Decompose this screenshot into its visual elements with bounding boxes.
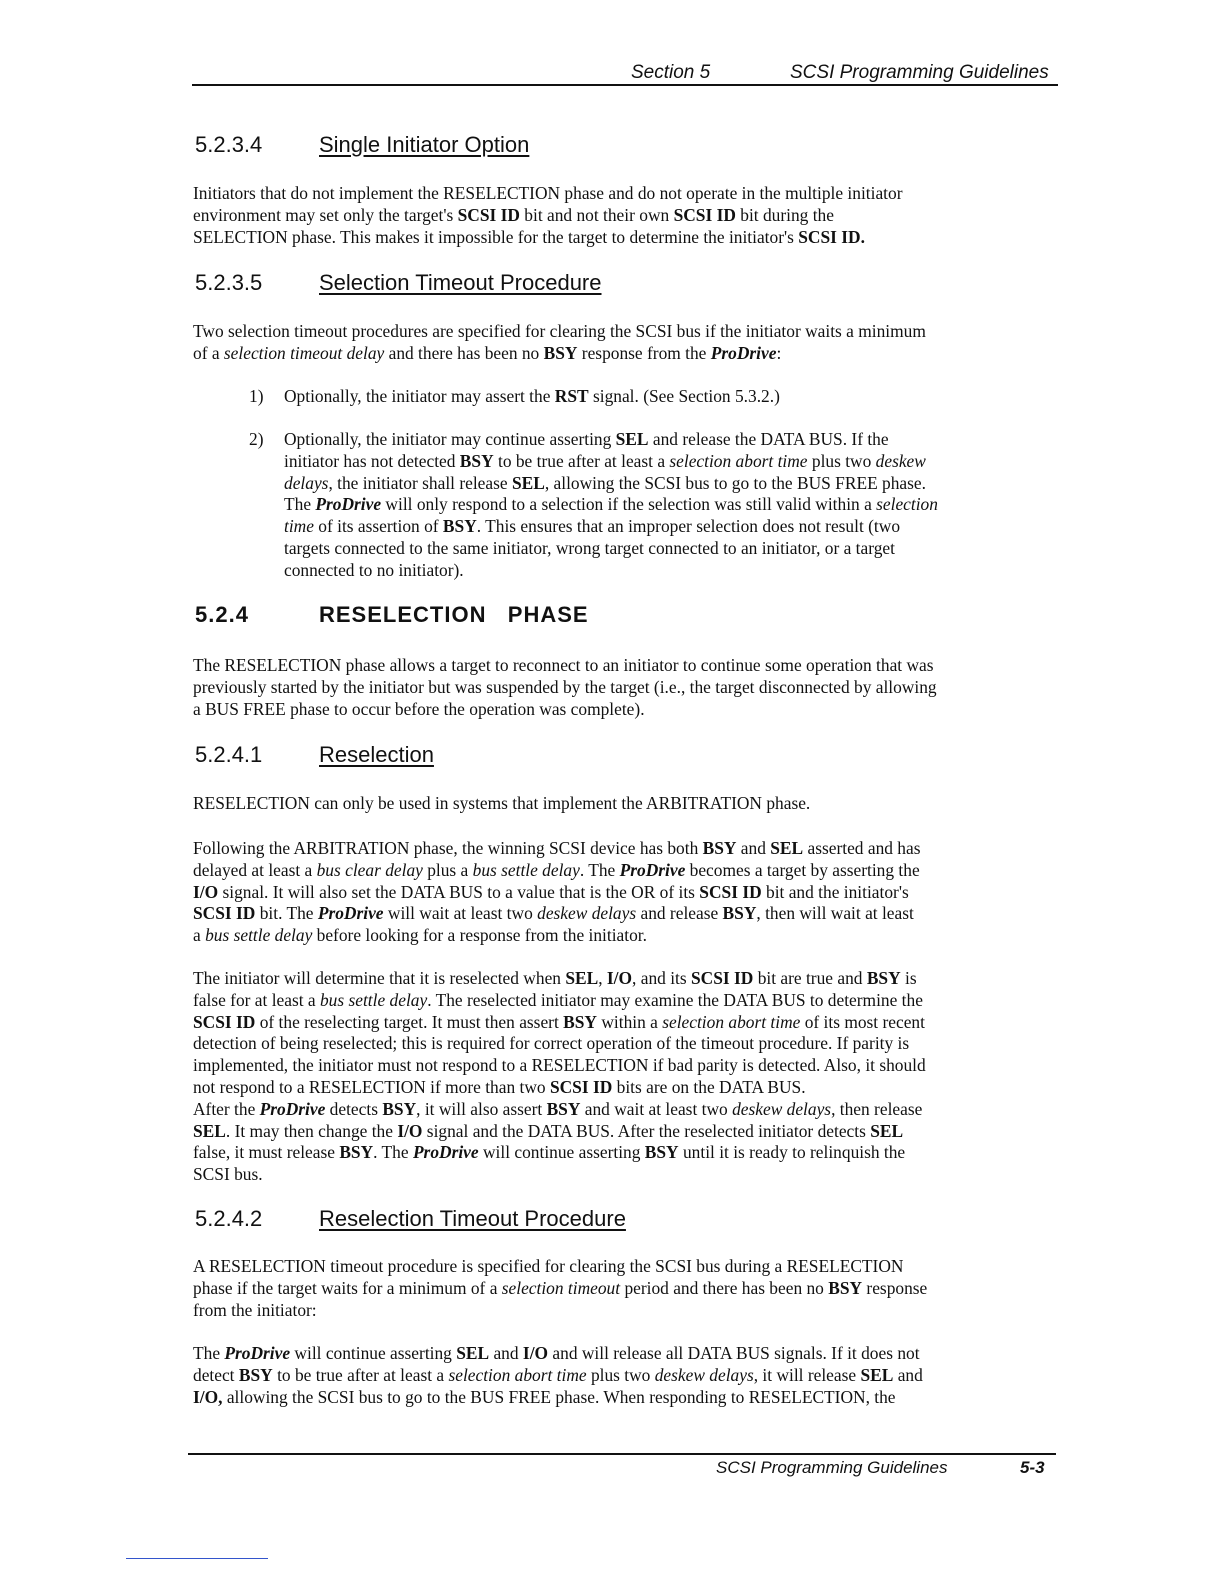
list-item-body: Optionally, the initiator may continue asserting SEL and release the DATA BUS. If the initiator has not detected BSY to be true after at least a selection abort time plus two deskew delays, the initiator shall release SEL, allowing the SCSI bus to go to the BUS FREE phase. The ProDrive will only respond to a selection if the selection was still valid within a selection time of its assertion of BSY. This ensures that an improper selection does not result (two targets connected to the same initiator, wrong target connected to an initiator, or a target connected to no initiator). (284, 429, 938, 580)
scan-edge-mark (126, 1558, 268, 1559)
paragraph-selection-timeout: Two selection timeout procedures are specified for clearing the SCSI bus if the initiator waits a minimum of a selection timeout delay and there has been no BSY response from the ProDrive: (193, 321, 926, 363)
paragraph-reselection-phase: The RESELECTION phase allows a target to reconnect to an initiator to continue some operation that was previously started by the initiator but was suspended by the target (i.e., the target disconnected by allowing a BUS FREE phase to occur before the operation was complete). (193, 655, 937, 719)
paragraph-single-initiator: Initiators that do not implement the RESELECTION phase and do not operate in the multiple initiator environment may set only the target's SCSI ID bit and not their own SCSI ID bit during the SELECTION phase. This makes it impossible for the target to determine the initiator's SCSI ID. (193, 183, 903, 247)
paragraph-prodrive-continue: The ProDrive will continue asserting SEL and I/O and will release all DATA BUS signals. If it does not detect BSY to be true after at least a selection abort time plus two deskew delays, it will release SEL and I/O, allowing the SCSI bus to go to the BUS FREE phase. When responding to RESELECTION, the (193, 1343, 923, 1407)
heading-title: Selection Timeout Procedure (319, 270, 602, 295)
footer-title: SCSI Programming Guidelines (716, 1458, 948, 1477)
paragraph-reselection-arbitration: RESELECTION can only be used in systems that implement the ARBITRATION phase. (193, 793, 811, 813)
heading-number: 5.2.4.2 (195, 1206, 263, 1231)
paragraph-reselection-timeout: A RESELECTION timeout procedure is specified for clearing the SCSI bus during a RESELECTION phase if the target waits for a minimum of a selection timeout period and there has been no BSY response from the initiator: (193, 1256, 928, 1320)
heading-number: 5.2.3.4 (195, 132, 263, 157)
heading-title: Single Initiator Option (319, 132, 530, 157)
header-section-label: Section 5 (631, 62, 711, 83)
heading-number: 5.2.3.5 (195, 270, 263, 295)
heading-number: 5.2.4 (195, 602, 249, 627)
list-marker: 2) (249, 429, 264, 449)
list-marker: 1) (249, 386, 264, 406)
footer-rule (188, 1453, 1056, 1455)
paragraph-following-arbitration: Following the ARBITRATION phase, the winning SCSI device has both BSY and SEL asserted and has delayed at least a bus clear delay plus a bus settle delay. The ProDrive becomes a target by asserting the I/O signal. It will also set the DATA BUS to a value that is the OR of its SCSI ID bit and the initiator's SCSI ID bit. The ProDrive will wait at least two deskew delays and release BSY, then will wait at least a bus settle delay before looking for a response from the initiator. (193, 838, 921, 946)
heading-number: 5.2.4.1 (195, 742, 263, 767)
heading-title: RESELECTION PHASE (319, 602, 589, 627)
header-title: SCSI Programming Guidelines (790, 62, 1049, 83)
paragraph-initiator-reselected: The initiator will determine that it is reselected when SEL, I/O, and its SCSI ID bit are true and BSY is false for at least a bus settle delay. The reselected initiator may examine the DATA BUS to determine the SCSI ID of the reselecting target. It must then assert BSY within a selection abort time of its most recent detection of being reselected; this is required for correct operation of the timeout procedure. If parity is implemented, the initiator must not respond to a RESELECTION if bad parity is detected. Also, it should not respond to a RESELECTION if more than two SCSI ID bits are on the DATA BUS. After the ProDrive detects BSY, it will also assert BSY and wait at least two deskew delays, then release SEL. It may then change the I/O signal and the DATA BUS. After the reselected initiator detects SEL false, it must release BSY. The ProDrive will continue asserting BSY until it is ready to relinquish the SCSI bus. (193, 968, 926, 1185)
header-rule (192, 84, 1058, 86)
heading-title: Reselection (319, 742, 434, 767)
list-item-body: Optionally, the initiator may assert the RST signal. (See Section 5.3.2.) (284, 386, 780, 406)
page-number: 5-3 (1020, 1458, 1045, 1477)
heading-title: Reselection Timeout Procedure (319, 1206, 626, 1231)
